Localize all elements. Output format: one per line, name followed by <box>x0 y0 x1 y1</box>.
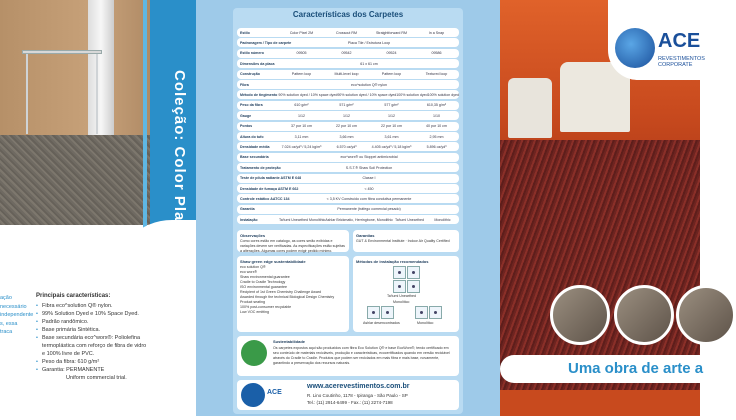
sustainability-box <box>237 336 459 376</box>
brand-sub-line: REVESTIMENTOS <box>658 56 705 62</box>
install-diagram <box>407 280 420 293</box>
spec-row <box>237 132 459 141</box>
spec-row-label: Garantia <box>240 207 255 212</box>
spec-row-label: Gauge <box>240 113 252 118</box>
spec-row <box>237 215 459 224</box>
spec-row <box>237 184 459 193</box>
footer-contact <box>237 380 459 410</box>
green-item: ISO environmental guarantee <box>240 285 287 289</box>
spec-row-label: Fibra <box>240 82 249 87</box>
spec-row-cells <box>279 124 459 128</box>
spec-cell: 09542 <box>341 51 352 56</box>
brand-name: ACE <box>658 30 701 52</box>
warranty-note: Uniform commercial trial. <box>66 375 127 381</box>
spec-row-label: Pontos <box>240 124 253 129</box>
spec-row <box>237 101 459 110</box>
spec-cell: 1/12 <box>388 113 395 118</box>
spec-row <box>237 70 459 79</box>
brand-sub-line: CORPORATE <box>658 62 693 68</box>
spec-cell: 22 por 10 cm <box>336 124 357 129</box>
features-list <box>36 292 148 382</box>
spec-row <box>237 163 459 172</box>
spec-cell: 3,61 mm <box>384 134 399 139</box>
spec-row <box>237 80 459 89</box>
spec-cell: 09586 <box>431 51 442 56</box>
spec-row <box>237 122 459 131</box>
feature-item: • Padrão randômico. <box>36 318 148 326</box>
collection-title: Coleção: Color Play <box>171 70 188 231</box>
spec-row <box>237 59 459 68</box>
table-leg <box>96 54 98 134</box>
spec-row <box>237 153 459 162</box>
spec-row-cells <box>279 103 459 107</box>
spec-row <box>237 28 459 37</box>
left-text-line: independente <box>0 312 34 318</box>
install-label: Ashlar desencontrados <box>363 321 400 325</box>
installation-title: Métodos de instalação recomendados <box>356 259 429 264</box>
spec-row <box>237 142 459 151</box>
spec-row <box>237 90 459 99</box>
install-label: Monolítico <box>393 300 410 304</box>
spec-cell: 40 por 10 cm <box>426 124 447 129</box>
feature-item: • 99% Solution Dyed e 10% Space Dyed. <box>36 310 148 318</box>
install-diagram <box>393 266 406 279</box>
install-diagram <box>407 266 420 279</box>
spec-row-label: Estilo número <box>240 51 264 56</box>
green-item: Recipient of 1st Green Chemistry Challenge Award <box>240 290 322 294</box>
green-item: Cradle to Cradle Technology <box>240 280 286 284</box>
install-diagram <box>415 306 428 319</box>
spec-cell: 1/12 <box>298 113 305 118</box>
spec-cell: Straightforward RM <box>376 30 407 35</box>
detail-photo-circle <box>550 285 610 345</box>
footer-address: R. Lino Coutinho, 1178 - Ipiranga - São Paulo - SP <box>307 393 408 398</box>
glass-table <box>22 50 102 54</box>
column-pole <box>88 0 114 140</box>
spec-cell: Pattern loop <box>381 72 402 77</box>
spec-cell: 09524 <box>386 51 397 56</box>
spec-cell-wide: Classe I <box>362 176 376 181</box>
spec-cell: 100% solution dyed <box>427 92 459 97</box>
spec-cell: 37 por 10 cm <box>291 124 312 129</box>
spec-cell: Ta'tumi Unearthed Monolithic <box>279 217 326 222</box>
left-panel <box>0 0 196 416</box>
green-edge-title: Shaw green edge sustentabilidade <box>240 259 306 264</box>
spec-cell-wide: eco^worx® ou Stoppel antimicrobial <box>340 155 398 160</box>
spec-cell: 09505 <box>296 51 307 56</box>
brand-subtitle <box>658 56 705 68</box>
spec-cell-wide: < 3,5 KV Construído com fibra condutiva permanente <box>326 196 412 201</box>
spec-row-label: Dimensões da placa <box>240 61 275 66</box>
install-label: Ta'tumi Unearthed <box>387 294 417 298</box>
spec-cell: Ashlar Brickmatic, Herringbone, Monolithic <box>325 217 393 222</box>
feature-item: • Garantia: PERMANENTE <box>36 366 148 374</box>
spec-row-label: Densidade média <box>240 144 270 149</box>
right-panel <box>500 0 705 416</box>
spec-row <box>237 111 459 120</box>
spec-cell: Color Pixel 2M <box>289 30 314 35</box>
website-link[interactable]: www.acerevestimentos.com.br <box>307 383 410 390</box>
spec-cell: 577 g/m² <box>384 103 399 108</box>
spec-row-cells <box>279 218 459 222</box>
spec-cell: In a Snap <box>428 30 445 35</box>
lounge-chair <box>508 78 552 138</box>
footer-logo-text: ACE <box>267 389 282 396</box>
spec-row <box>237 194 459 203</box>
observations-text: Como cores estão em catalogo, as cores serão exibidas e variações devem ser verificadas. As especificações estão sujeitas a alterações. Algumas cores podem exigir pedido mínimo. <box>240 239 345 253</box>
feature-item: • Base secundária eco^worx®: Poliolefina termoplástica com reforço de fibra de vidro e 100% livre de PVC. <box>36 334 148 358</box>
green-item: 100% post-consumer recyclable <box>240 305 292 309</box>
feature-item: • Fibra eco^solution Q® nylon. <box>36 302 148 310</box>
spec-cell: 7.024 oz/yd³ / 5,24 kg/m³ <box>281 144 322 149</box>
spec-cell: 90% solution dyed / 10% space dyed <box>337 92 397 97</box>
spec-cell-wide: < 450 <box>364 186 374 191</box>
spec-row <box>237 174 459 183</box>
sustainability-text: Os carpetes expostos aqui são produzidos com fibra Eco Solution Q® e base EcoWorx®, tendo certificado em seu conteúdo de materiais recicláveis, produção e características, ecocertificados quando em versão reciclável através do Cradle to Cradle. Produtos que podem ser reciclados em mais fibra e mais base, novamente, garantindo a preservação dos recursos naturais. <box>273 346 450 365</box>
spec-row-label: Densidade de fumaça ASTM E 662 <box>240 186 299 191</box>
spec-cell: 4.405 oz/yd³ / 5,18 kg/m³ <box>371 144 412 149</box>
spec-cell: 571 g/m² <box>339 103 354 108</box>
spec-cell-wide: eco^solution Q® nylon <box>351 82 387 87</box>
green-item: Low VOC emitting <box>240 310 269 314</box>
spec-cell: 1/12 <box>343 113 350 118</box>
spec-row-label: Construção <box>240 72 260 77</box>
spec-cell-wide: Placa Tile / Estrutura Loop <box>347 40 391 45</box>
detail-photo-circle <box>676 285 736 345</box>
bottom-bar <box>500 390 700 416</box>
spec-cell: 610,35 g/m² <box>426 103 447 108</box>
spec-row-label: Peso da fibra <box>240 103 263 108</box>
spec-row-label: Padronagem / Tipo de carpete <box>240 40 292 45</box>
left-text-line: ação <box>0 295 12 301</box>
green-item: Shaw environmental guarantee <box>240 275 290 279</box>
spec-cell: 90% solution dyed / 10% space dyed <box>278 92 338 97</box>
green-edge-box <box>237 256 349 332</box>
spec-cell: 1/10 <box>433 113 440 118</box>
feature-item: • Base primária Sintética. <box>36 326 148 334</box>
spec-row-label: Tratamento de proteção <box>240 165 281 170</box>
ace-logo-icon <box>241 383 265 407</box>
spec-cell: Ta'tumi Unearthed <box>394 217 424 222</box>
spec-cell: Textured loop <box>425 72 448 77</box>
spec-cell-wide: Permanente (tráfego comercial pesado) <box>337 207 401 212</box>
spec-cell: 3,66 mm <box>339 134 354 139</box>
recycle-icon <box>241 340 267 366</box>
spec-row-label: Teste de pílula radiante ASTM E 648 <box>240 176 302 181</box>
footer-phone: Tel.: (11) 2914-6499 - Fax.: (11) 2274-7198 <box>307 400 393 405</box>
green-item: eco solution Q® <box>240 265 266 269</box>
spec-row-cells <box>279 72 459 76</box>
spec-row-label: Estilo <box>240 30 250 35</box>
spec-row-cells <box>279 51 459 55</box>
install-label: Monolítico <box>417 321 434 325</box>
left-text-line: necessário <box>0 303 27 310</box>
spec-cell: Monolithic <box>434 217 451 222</box>
table-leg <box>26 54 28 134</box>
spec-row-cells <box>278 93 459 97</box>
installation-box <box>353 256 459 332</box>
seal-text: GUT & Environmental Institute · Indoor Air Quality Certified <box>356 239 450 243</box>
spec-row-label: Instalação <box>240 217 258 222</box>
spec-row <box>237 205 459 214</box>
spec-row-label: Controle estático AATCC 134 <box>240 196 290 201</box>
spec-title: Características dos Carpetes <box>292 10 404 19</box>
spec-cell: Pattern loop <box>291 72 312 77</box>
spec-row-cells <box>279 135 459 139</box>
spec-cell: 5.896 oz/yd³ <box>426 144 447 149</box>
spec-cell-wide: S.S.T.® Shaw Soil Protection <box>345 165 393 170</box>
spec-row-label: Método de tingimento <box>240 92 278 97</box>
feature-item: • Peso da fibra: 610 g/m² <box>36 358 148 366</box>
install-diagram <box>381 306 394 319</box>
spec-row <box>237 38 459 47</box>
spec-cell: 6.570 oz/yd³ <box>336 144 357 149</box>
spec-row-label: Base secundária <box>240 155 269 160</box>
spec-cell: 2,95 mm <box>429 134 444 139</box>
spec-cell-wide: 61 x 61 cm <box>360 61 378 66</box>
seal-title: Garantias <box>356 233 375 238</box>
detail-photo-circle <box>614 285 674 345</box>
spec-cell: 22 por 10 cm <box>381 124 402 129</box>
spec-row-cells <box>279 31 459 35</box>
spec-cell: 610 g/m² <box>294 103 309 108</box>
seal-box <box>353 230 459 252</box>
spec-row-label: Altura do tufo <box>240 134 264 139</box>
left-text <box>0 294 34 337</box>
sustainability-title: Sustentabilidade <box>273 339 306 344</box>
spec-cell: 100% solution dyed <box>396 92 428 97</box>
spec-row-cells <box>279 114 459 118</box>
spec-cell: Crossout RM <box>336 30 357 35</box>
left-text-line: s, essa traca <box>0 320 18 335</box>
observations-title: Observações <box>240 233 266 238</box>
features-title: Principais características: <box>36 293 111 299</box>
install-diagram <box>429 306 442 319</box>
install-diagram <box>367 306 380 319</box>
spec-row-cells <box>279 145 459 149</box>
spec-row <box>237 49 459 58</box>
install-diagram <box>393 280 406 293</box>
slogan-text: Uma obra de arte a <box>568 360 704 377</box>
green-item: Awarded through the technical Biological Design Chemistry Product seating <box>240 295 335 304</box>
green-item: eco worx® <box>240 270 258 274</box>
spec-cell: Multi-level loop <box>334 72 359 77</box>
center-panel <box>196 0 500 416</box>
observations-box <box>237 230 349 252</box>
ace-logo-icon <box>615 28 655 68</box>
spec-cell: 3,11 mm <box>294 134 309 139</box>
